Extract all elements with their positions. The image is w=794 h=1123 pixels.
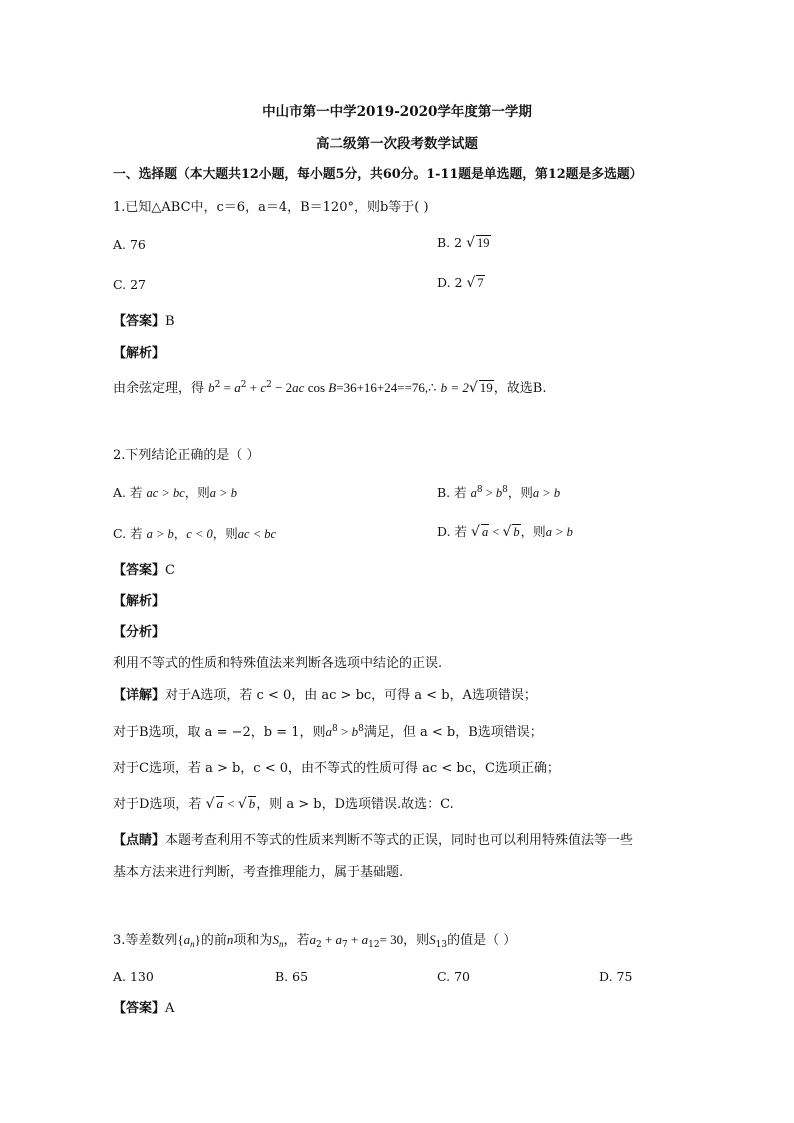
q1-analysis-label: 【解析】	[113, 346, 166, 361]
q2-detail-line3: 对于C选项，若 a > b，c < 0，由不等式的性质可得 ac < bc，C选项正确；	[113, 761, 560, 776]
q2-answer: 【答案】C	[113, 563, 175, 578]
q1-option-d: D. 2 √ 7	[437, 275, 484, 291]
document-title: 中山市第一中学2019-2020学年度第一学期	[262, 104, 532, 120]
q2-option-b: B. 若 $a^8 > b^8$，则a > b	[437, 485, 561, 500]
q3-option-d: D. 75	[599, 969, 633, 984]
q2-comment-line2: 基本方法来进行判断，考查推理能力，属于基础题.	[113, 865, 404, 880]
q2-option-c: C. 若 a > b，c < 0，则ac < bc	[113, 526, 277, 541]
q2-detail-line1: 【详解】对于A选项，若 c < 0，由 ac > bc，可得 a < b，A选项错误；	[113, 688, 537, 703]
q3-option-b: B. 65	[275, 969, 309, 984]
section-heading: 一、选择题（本大题共12小题，每小题5分，共60分。1-11题是单选题，第12题是多选题）	[113, 167, 643, 182]
q1-analysis: 由余弦定理，得 $b^2 = a^2 + c^2 - 2ac$ cos B=36+16+24==76,∴ b = 2√ 19，故选B.	[113, 380, 547, 396]
q2-fenxi-label: 【分析】	[113, 625, 166, 640]
q2-fenxi-text: 利用不等式的性质和特殊值法来判断各选项中结论的正误.	[113, 656, 443, 671]
q3-stem: 3.等差数列$\{a_n\}$的前n项和为$S_n$，若$a_2 + a_7 + a_{12}= 30$，则$S_{13}$的值是（ ）	[113, 932, 517, 950]
q2-detail-line4: 对于D选项，若 √ a < √ b，则 a > b，D选项错误.故选：C.	[113, 796, 454, 812]
q1-option-b: B. 2 √ 19	[437, 235, 490, 251]
q2-option-d: D. 若 √ a < √ b，则a > b	[437, 524, 573, 540]
q1-stem: 1.已知△ABC中，c＝6，a＝4，B＝120°，则b等于( )	[113, 200, 429, 215]
q3-option-a: A. 130	[113, 969, 154, 984]
q2-stem: 2.下列结论正确的是（ ）	[113, 448, 260, 463]
q2-comment-line1: 【点睛】本题考查利用不等式的性质来判断不等式的正误，同时也可以利用特殊值法等一些	[113, 833, 634, 848]
q3-option-c: C. 70	[437, 969, 470, 984]
q2-option-a: A. 若 ac > bc，则a > b	[113, 485, 237, 500]
q1-answer: 【答案】B	[113, 314, 175, 329]
q3-answer: 【答案】A	[113, 1001, 175, 1016]
q2-detail-line2: 对于B选项，取 a = −2，b = 1，则$a^8 > b^8$满足，但 a < b，B选项错误；	[113, 724, 543, 740]
q1-option-a: A. 76	[113, 237, 146, 252]
document-subtitle: 高二级第一次段考数学试题	[316, 136, 478, 152]
q2-analysis-label: 【解析】	[113, 594, 166, 609]
q1-option-c: C. 27	[113, 277, 146, 292]
